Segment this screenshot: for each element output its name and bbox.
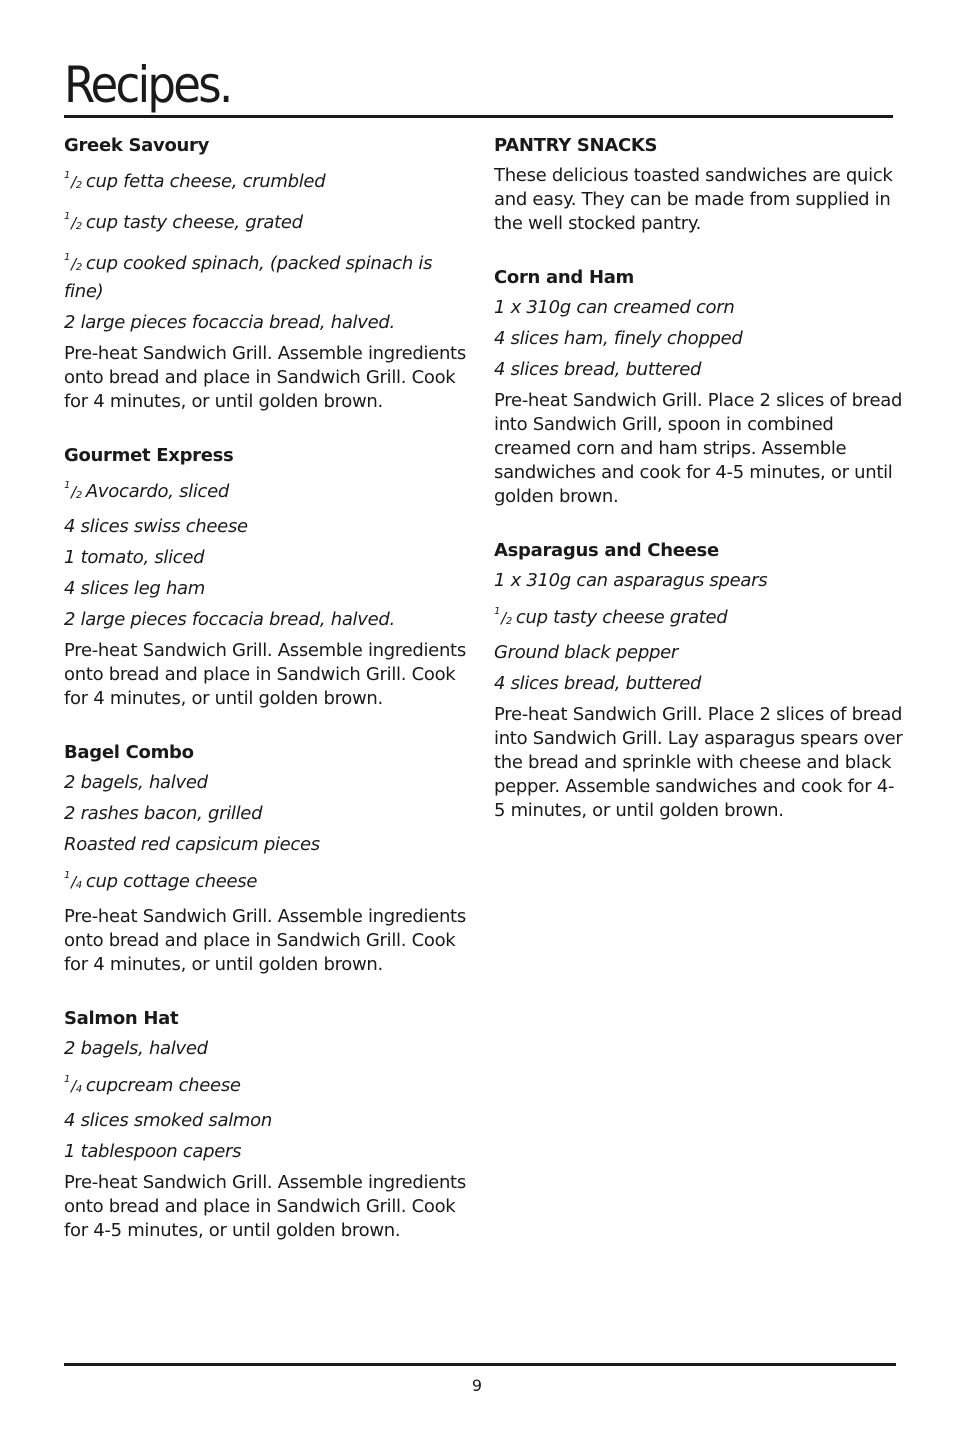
ingredient-item: 4 slices bread, buttered bbox=[494, 673, 702, 694]
fraction-numerator: 1 bbox=[64, 211, 71, 222]
recipe-title: Salmon Hat bbox=[64, 1008, 179, 1029]
ingredient-item: 4 slices smoked salmon bbox=[64, 1110, 272, 1131]
ingredient-item: 1 x 310g can asparagus spears bbox=[494, 570, 768, 591]
ingredient-text: Avocardo, sliced bbox=[85, 481, 230, 502]
recipe-method: Pre-heat Sandwich Grill. Place 2 slices of bread into Sandwich Grill, spoon in combined creamed corn and ham strips. Assemble sandwiches and cook for 4-5 minutes, or until golden brown. bbox=[494, 390, 903, 507]
recipe-title: Bagel Combo bbox=[64, 742, 194, 763]
ingredient-item: $^1$/2 Avocardo, sliced bbox=[64, 480, 230, 502]
ingredient-item: $^1$/2 cup tasty cheese grated bbox=[494, 606, 728, 628]
recipe-asparagus-and-cheese bbox=[494, 539, 904, 823]
ingredient-item: 1 tablespoon capers bbox=[64, 1141, 242, 1162]
ingredient-item: 2 large pieces focaccia bread, halved. bbox=[64, 312, 395, 333]
page-number: 9 bbox=[471, 1376, 483, 1395]
section-intro: These delicious toasted sandwiches are quick and easy. They can be made from supplied in the well stocked pantry. bbox=[494, 165, 893, 234]
fraction-numerator: 1 bbox=[494, 606, 501, 617]
ingredient-item: $^1$/2 cup fetta cheese, crumbled bbox=[64, 170, 326, 192]
ingredient-item: $^1$/2 cup tasty cheese, grated bbox=[64, 211, 303, 233]
recipe-method: Pre-heat Sandwich Grill. Assemble ingredients onto bread and place in Sandwich Grill. Cook for 4-5 minutes, or until golden brown. bbox=[64, 1172, 466, 1241]
recipe-method: Pre-heat Sandwich Grill. Assemble ingredients onto bread and place in Sandwich Grill. Cook for 4 minutes, or until golden brown. bbox=[64, 906, 466, 975]
recipe-title: Corn and Ham bbox=[494, 267, 635, 288]
section-title: PANTRY SNACKS bbox=[494, 135, 658, 156]
fraction-denominator: 2 bbox=[75, 180, 82, 191]
fraction-denominator: 2 bbox=[505, 616, 512, 627]
recipe-gourmet-express bbox=[64, 444, 469, 711]
left-column bbox=[64, 134, 469, 1273]
recipe-title: Asparagus and Cheese bbox=[494, 540, 719, 561]
ingredient-item: 4 slices swiss cheese bbox=[64, 516, 248, 537]
footer-divider bbox=[64, 1363, 896, 1366]
ingredient-item: $^1$/2 cup cooked spinach, (packed spinach is fine) bbox=[64, 252, 433, 302]
recipe-method: Pre-heat Sandwich Grill. Assemble ingredients onto bread and place in Sandwich Grill. Cook for 4 minutes, or until golden brown. bbox=[64, 640, 466, 709]
recipe-corn-and-ham bbox=[494, 266, 904, 509]
ingredient-item: 4 slices ham, finely chopped bbox=[494, 328, 743, 349]
recipe-bagel-combo bbox=[64, 741, 469, 977]
fraction-denominator: 4 bbox=[75, 880, 82, 891]
page-title: Recipes. bbox=[64, 56, 231, 114]
ingredient-item: Ground black pepper bbox=[494, 642, 678, 663]
ingredient-text: cup tasty cheese, grated bbox=[85, 212, 303, 233]
ingredient-item: 2 rashes bacon, grilled bbox=[64, 803, 263, 824]
ingredient-text: cupcream cheese bbox=[85, 1075, 241, 1096]
fraction-denominator: 2 bbox=[75, 262, 82, 273]
recipe-salmon-hat bbox=[64, 1007, 469, 1243]
ingredient-item: 2 large pieces foccacia bread, halved. bbox=[64, 609, 395, 630]
ingredient-item: 2 bagels, halved bbox=[64, 1038, 208, 1059]
ingredient-item: Roasted red capsicum pieces bbox=[64, 834, 320, 855]
ingredient-item: $^1$/4 cup cottage cheese bbox=[64, 870, 258, 892]
ingredient-item: 4 slices bread, buttered bbox=[494, 359, 702, 380]
ingredient-item: 2 bagels, halved bbox=[64, 772, 208, 793]
recipe-method: Pre-heat Sandwich Grill. Place 2 slices of bread into Sandwich Grill. Lay asparagus spears over the bread and sprinkle with cheese and black pepper. Assemble sandwiches and cook for 4-5 minutes, or until golden brown. bbox=[494, 704, 903, 821]
ingredient-item: $^1$/4 cupcream cheese bbox=[64, 1074, 241, 1096]
fraction-denominator: 2 bbox=[75, 490, 82, 501]
recipe-method: Pre-heat Sandwich Grill. Assemble ingredients onto bread and place in Sandwich Grill. Cook for 4 minutes, or until golden brown. bbox=[64, 343, 466, 412]
ingredient-item: 1 tomato, sliced bbox=[64, 547, 205, 568]
ingredient-text: cup fetta cheese, crumbled bbox=[85, 171, 326, 192]
ingredient-text: cup cottage cheese bbox=[85, 871, 258, 892]
fraction-denominator: 2 bbox=[75, 221, 82, 232]
recipe-title: Gourmet Express bbox=[64, 445, 234, 466]
fraction-numerator: 1 bbox=[64, 170, 71, 181]
ingredient-item: 4 slices leg ham bbox=[64, 578, 206, 599]
fraction-numerator: 1 bbox=[64, 870, 71, 881]
fraction-numerator: 1 bbox=[64, 1074, 71, 1085]
recipe-title: Greek Savoury bbox=[64, 135, 210, 156]
recipe-greek-savoury bbox=[64, 134, 469, 414]
right-column bbox=[494, 134, 904, 853]
ingredient-text: cup tasty cheese grated bbox=[515, 607, 728, 628]
fraction-denominator: 4 bbox=[75, 1084, 82, 1095]
ingredient-item: 1 x 310g can creamed corn bbox=[494, 297, 735, 318]
ingredient-text: cup cooked spinach, (packed spinach is fine) bbox=[64, 253, 433, 302]
fraction-numerator: 1 bbox=[64, 252, 71, 263]
title-divider bbox=[64, 115, 893, 118]
fraction-numerator: 1 bbox=[64, 480, 71, 491]
pantry-snacks-section bbox=[494, 134, 904, 236]
